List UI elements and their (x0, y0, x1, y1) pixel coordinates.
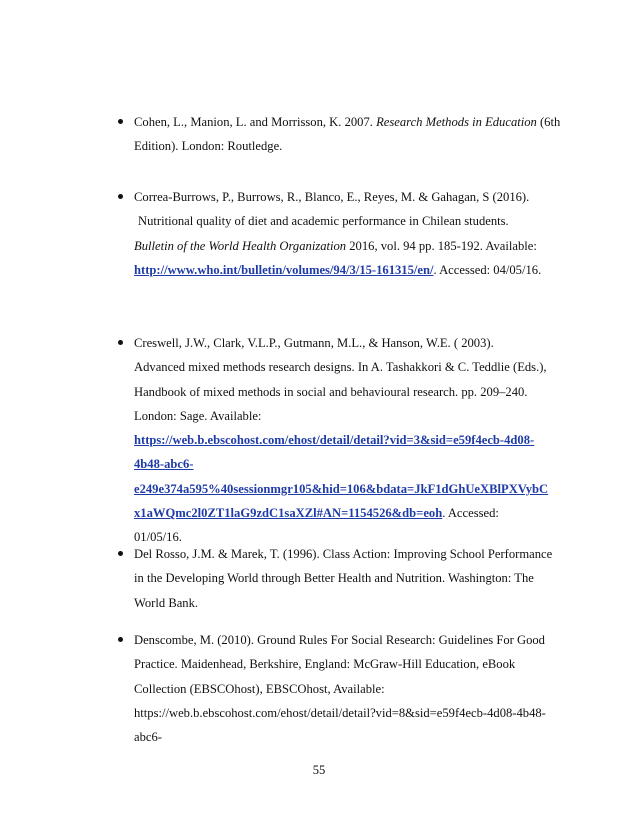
reference-item (134, 331, 574, 550)
reference-line: https://web.b.ebscohost.com/ehost/detail/detail?vid=8&sid=e59f4ecb-4d08-4b48- (134, 705, 546, 720)
reference-line (134, 452, 574, 476)
reference-item (134, 628, 574, 749)
reference-line: Cohen, L., Manion, L. and Morrisson, K. 2007. Research Methods in Education (6th (134, 115, 561, 129)
reference-link[interactable]: http://www.who.int/bulletin/volumes/94/3/15-161315/en/ (134, 262, 434, 277)
reference-line: Creswell, J.W., Clark, V.L.P., Gutmann, M.L., & Hanson, W.E. ( 2003). (134, 336, 494, 350)
reference-line: Edition). London: Routledge. (134, 139, 283, 154)
reference-line: Handbook of mixed methods in social and behavioural research. pp. 209–240. (134, 384, 528, 399)
reference-title: Research Methods in Education (376, 115, 537, 129)
reference-line: Practice. Maidenhead, Berkshire, England: McGraw-Hill Education, eBook (134, 657, 516, 672)
reference-line: 01/05/16. (134, 530, 182, 545)
journal-title: Bulletin of the World Health Organization (134, 238, 347, 253)
reference-line: Nutritional quality of diet and academic performance in Chilean students. (138, 214, 509, 229)
reference-line: in the Developing World through Better Health and Nutrition. Washington: The (134, 571, 534, 586)
reference-item (134, 542, 574, 615)
reference-link[interactable]: x1aWQmc2l0ZT1laG9zdC1saXZl#AN=1154526&db=eoh (134, 506, 443, 521)
reference-line: Correa-Burrows, P., Burrows, R., Blanco, E., Reyes, M. & Gahagan, S (2016). (134, 190, 530, 204)
bullet-icon (118, 340, 123, 345)
bullet-icon (118, 551, 123, 556)
reference-line: Collection (EBSCOhost), EBSCOhost, Available: (134, 681, 385, 696)
reference-line: http://www.who.int/bulletin/volumes/94/3/15-161315/en/. Accessed: 04/05/16. (134, 262, 542, 277)
reference-link[interactable]: 4b48-abc6- (134, 457, 194, 472)
reference-item (134, 185, 574, 282)
reference-line: Advanced mixed methods research designs. In A. Tashakkori & C. Teddlie (Eds.), (134, 360, 547, 375)
reference-line: Del Rosso, J.M. & Marek, T. (1996). Class Action: Improving School Performance (134, 547, 553, 561)
reference-line (134, 428, 574, 452)
reference-line: abc6- (134, 730, 162, 745)
bullet-icon (118, 119, 123, 124)
reference-link[interactable]: e249e374a595%40sessionmgr105&hid=106&bdata=JkF1dGhUeXBlPXVybC (134, 481, 549, 496)
page-number: 55 (312, 763, 326, 777)
reference-line: x1aWQmc2l0ZT1laG9zdC1saXZl#AN=1154526&db=eoh. Accessed: (134, 506, 499, 521)
reference-line (134, 477, 574, 501)
bullet-icon (118, 637, 123, 642)
reference-line: London: Sage. Available: (134, 408, 262, 423)
reference-line: Bulletin of the World Health Organization 2016, vol. 94 pp. 185-192. Available: (134, 238, 537, 253)
bullet-icon (118, 194, 123, 199)
reference-line: Denscombe, M. (2010). Ground Rules For Social Research: Guidelines For Good (134, 633, 545, 647)
reference-link[interactable]: https://web.b.ebscohost.com/ehost/detail/detail?vid=3&sid=e59f4ecb-4d08- (134, 433, 535, 448)
reference-item (134, 110, 574, 159)
reference-line: World Bank. (134, 595, 199, 610)
